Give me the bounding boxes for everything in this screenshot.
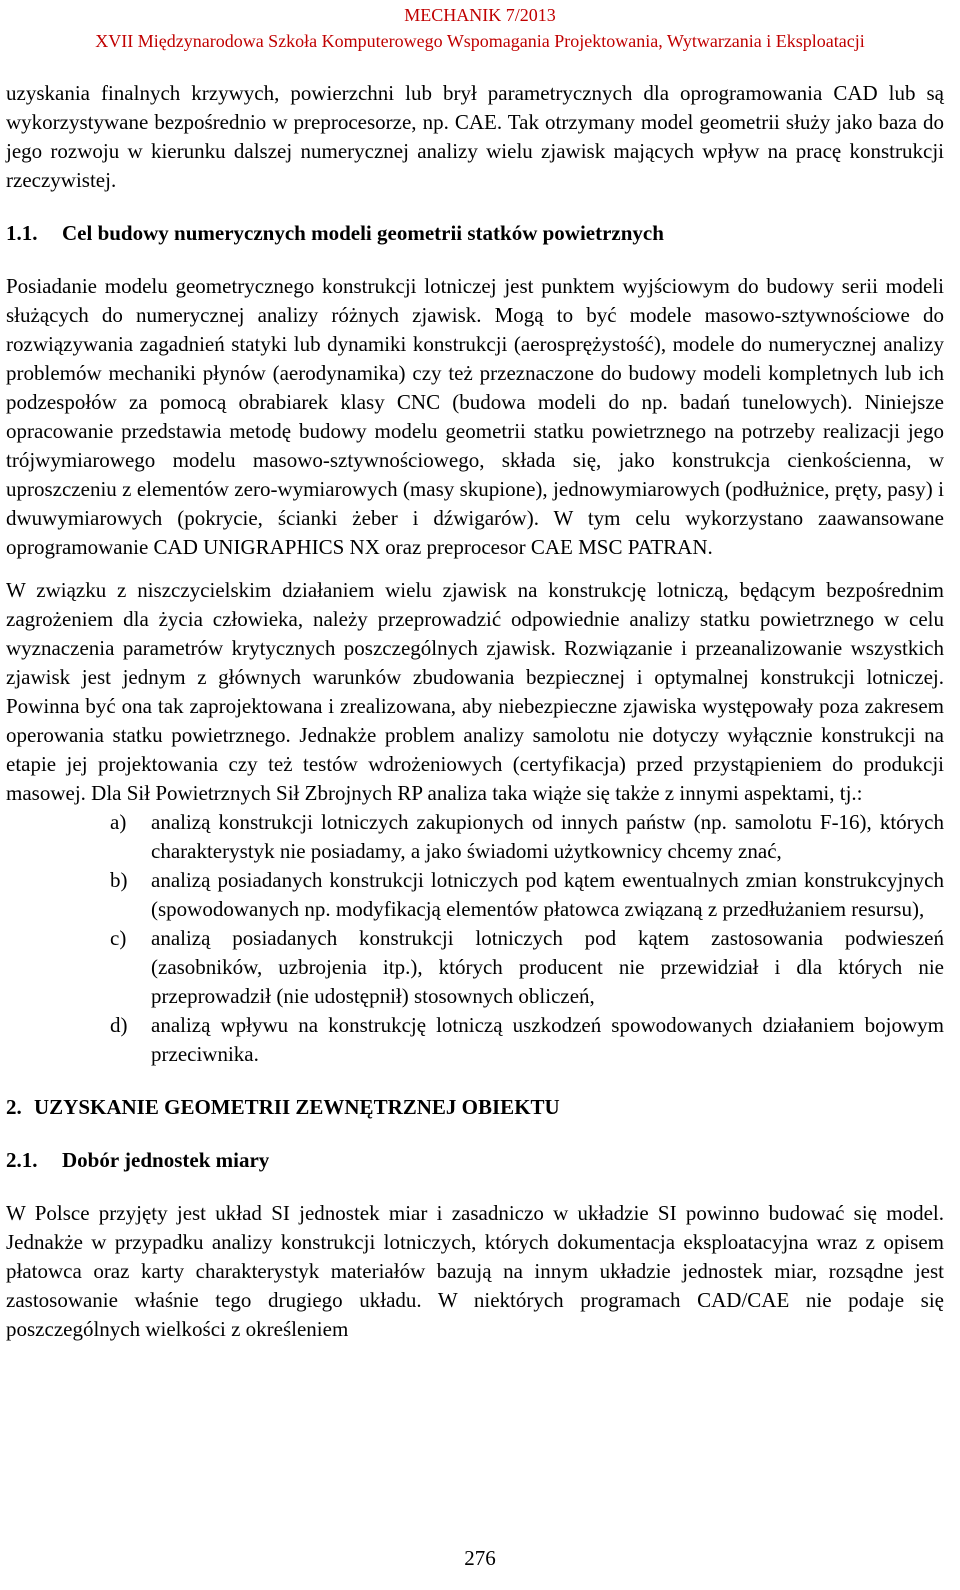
- intro-paragraph: uzyskania finalnych krzywych, powierzchni lub brył parametrycznych dla oprogramowania CAD lub są wykorzystywane bezpośrednio w preprocesorze, np. CAE. Tak otrzymany model geometrii służy jako baza do jego rozwoju w kierunku dalszej numerycznej analizy wielu zjawisk mających wpływ na pracę konstrukcji rzeczywistej.: [6, 81, 944, 192]
- spacer: [6, 248, 944, 272]
- section-2-1-number: 2.1.: [6, 1148, 38, 1172]
- journal-title: MECHANIK 7/2013: [404, 5, 556, 25]
- list-item: [110, 808, 944, 866]
- list-marker: b): [110, 868, 128, 892]
- list-item-text: analizą wpływu na konstrukcję lotniczą uszkodzeń spowodowanych działaniem bojowym przeciwnika.: [151, 1013, 944, 1066]
- section-1-1-heading: [6, 219, 944, 248]
- section-2-1-heading: [6, 1146, 944, 1175]
- spacer: [6, 1122, 944, 1146]
- spacer: [6, 1175, 944, 1199]
- list-item: [110, 924, 944, 1011]
- list-item-text: analizą posiadanych konstrukcji lotniczych pod kątem zastosowania podwieszeń (zasobników, uzbrojenia itp.), których producent nie przewidział i dla których nie przeprowadził (nie udostępnił) stosownych obliczeń,: [151, 926, 944, 1008]
- section-2-number: 2.: [6, 1095, 22, 1119]
- section-2-heading: [6, 1093, 944, 1122]
- list-marker: c): [110, 926, 127, 950]
- aspects-list: [6, 808, 944, 1069]
- spacer: [6, 562, 944, 576]
- document-body: [6, 79, 944, 1344]
- spacer: [6, 1069, 944, 1093]
- running-header: [0, 2, 960, 54]
- section-2-1-paragraph-1: W Polsce przyjęty jest układ SI jednostek miar i zasadniczo w układzie SI powinno budować się model. Jednakże w przypadku analizy konstrukcji lotniczych, których dokumentacja eksploatacyjna wraz z opisem płatowca oraz karty charakterystyk materiałów bazują na innym układzie jednostek miar, rozsądne jest zastosowanie właśnie tego drugiego układu. W niektórych programach CAD/CAE nie podaje się poszczególnych wielkości z określeniem: [6, 1201, 944, 1341]
- section-1-1-paragraph-2: W związku z niszczycielskim działaniem wielu zjawisk na konstrukcję lotniczą, będącym bezpośrednim zagrożeniem dla życia człowieka, należy przeprowadzić odpowiednie analizy statku powietrznego w celu wyznaczenia parametrów krytycznych poszczególnych zjawisk. Rozwiązanie i przeanalizowanie wszystkich zjawisk jest jednym z głównych warunków zbudowania bezpiecznej i optymalnej konstrukcji lotniczej. Powinna być ona tak zaprojektowana i zrealizowana, aby niebezpieczne zjawiska występowały poza zakresem operowania statku powietrznego. Jednakże problem analizy samolotu nie dotyczy wyłącznie konstrukcji na etapie jej projektowania czy też testów wdrożeniowych (certyfikacja) przed przystąpieniem do produkcji masowej. Dla Sił Powietrznych Sił Zbrojnych RP analiza taka wiąże się także z innymi aspektami, tj.:: [6, 578, 944, 805]
- section-2-1-title: Dobór jednostek miary: [62, 1148, 270, 1172]
- page-number: 276: [464, 1546, 496, 1570]
- list-marker: a): [110, 810, 127, 834]
- section-1-1-title: Cel budowy numerycznych modeli geometrii statków powietrznych: [62, 221, 664, 245]
- section-1-1-number: 1.1.: [6, 221, 38, 245]
- list-item-text: analizą posiadanych konstrukcji lotniczych pod kątem ewentualnych zmian konstrukcyjnych (spowodowanych np. modyfikacją elementów płatowca związaną z przedłużaniem resursu),: [151, 868, 944, 921]
- list-item: [110, 1011, 944, 1069]
- list-item: [110, 866, 944, 924]
- spacer: [6, 195, 944, 219]
- list-marker: d): [110, 1013, 128, 1037]
- conference-title: XVII Międzynarodowa Szkoła Komputerowego Wspomagania Projektowania, Wytwarzania i Eksploatacji: [95, 31, 865, 51]
- list-item-text: analizą konstrukcji lotniczych zakupionych od innych państw (np. samolotu F-16), których charakterystyk nie posiadamy, a jako świadomi użytkownicy chcemy znać,: [151, 810, 944, 863]
- section-2-title: UZYSKANIE GEOMETRII ZEWNĘTRZNEJ OBIEKTU: [34, 1095, 560, 1119]
- section-1-1-paragraph-1: Posiadanie modelu geometrycznego konstrukcji lotniczej jest punktem wyjściowym do budowy serii modeli służących do numerycznej analizy różnych zjawisk. Mogą to być modele masowo-sztywnościowe do rozwiązywania zagadnień statyki lub dynamiki konstrukcji (aerosprężystość), modele do numerycznej analizy problemów mechaniki płynów (aerodynamika) czy też przeznaczone do budowy modeli kompletnych lub ich podzespołów za pomocą obrabiarek klasy CNC (budowa modeli do np. badań tunelowych). Niniejsze opracowanie przedstawia metodę budowy modelu geometrii statku powietrznego na potrzeby realizacji jego trójwymiarowego modelu masowo-sztywnościowego, składa się, jako konstrukcja cienkościenna, w uproszczeniu z elementów zero-wymiarowych (masy skupione), jednowymiarowych (podłużnice, pręty, pasy) i dwuwymiarowych (pokrycie, ścianki żeber i dźwigarów). W tym celu wykorzystano zaawansowane oprogramowanie CAD UNIGRAPHICS NX oraz preprocesor CAE MSC PATRAN.: [6, 274, 944, 559]
